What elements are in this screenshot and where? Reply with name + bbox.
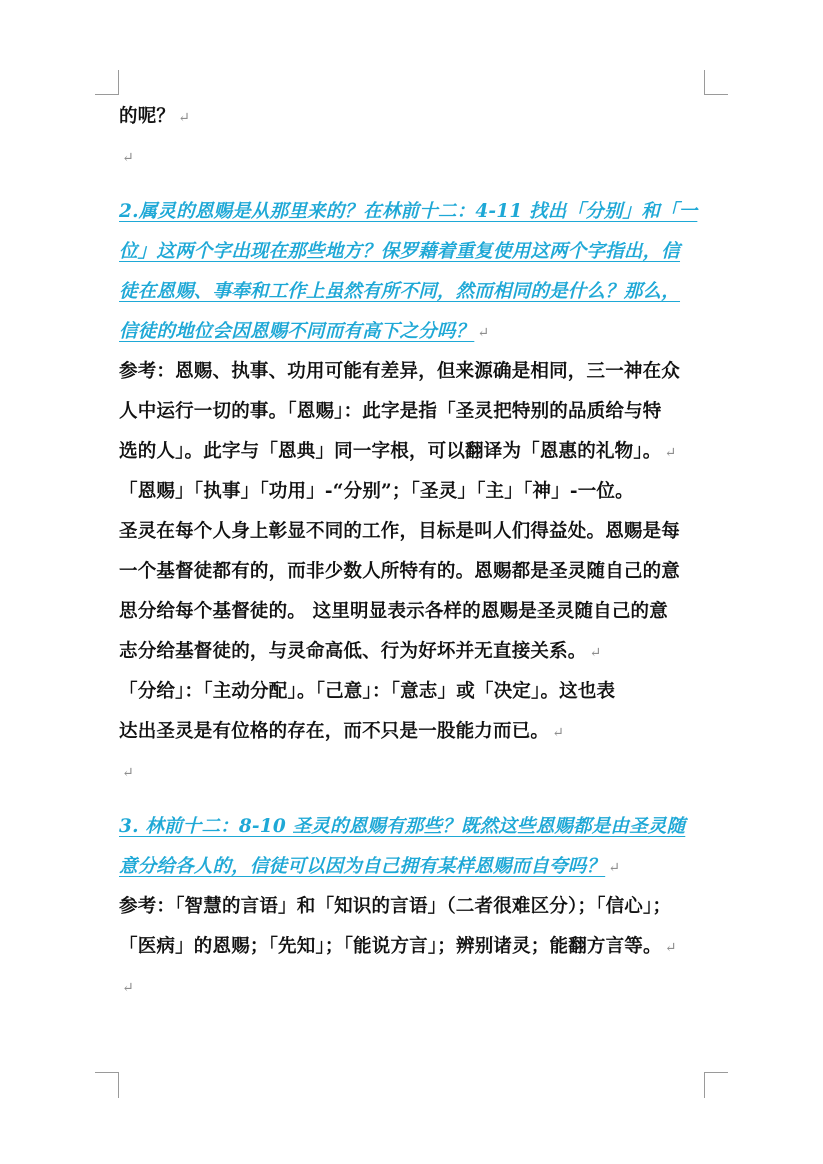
line-text: 信徒的地位会因恩赐不同而有高下之分吗？ (119, 321, 475, 342)
text-line (119, 632, 719, 672)
line-text: 3. 林前十二：8-10 圣灵的恩赐有那些？既然这些恩赐都是由圣灵随 (119, 816, 686, 837)
question-line (119, 232, 719, 272)
line-text: 参考：「智慧的言语」和「知识的言语」（二者很难区分）；「信心」； (119, 896, 672, 917)
paragraph-mark-icon: ↵ (178, 110, 191, 126)
line-text: 「恩赐」「执事」「功用」-“分别”；「圣灵」「主」「神」-一位。 (119, 481, 634, 502)
crop-mark-bottom-right-v (704, 1072, 705, 1098)
paragraph-mark-icon: ↵ (664, 940, 677, 956)
document-body[interactable] (119, 97, 719, 1007)
question-line (119, 807, 719, 847)
text-line (119, 392, 719, 432)
paragraph-mark-icon: ↵ (608, 860, 621, 876)
line-text: 圣灵在每个人身上彰显不同的工作，目标是叫人们得益处。恩赐是每 (119, 521, 681, 542)
text-line (119, 97, 719, 137)
text-line (119, 432, 719, 472)
crop-mark-bottom-left-v (118, 1072, 119, 1098)
line-text: 人中运行一切的事。「恩赐」：此字是指「圣灵把特别的品质给与特 (119, 401, 662, 422)
line-text: 一个基督徒都有的，而非少数人所特有的。恩赐都是圣灵随自己的意 (119, 561, 681, 582)
empty-line (119, 137, 719, 177)
line-text: 达出圣灵是有位格的存在，而不只是一股能力而已。 (119, 721, 550, 742)
question-line (119, 312, 719, 352)
empty-line (119, 967, 719, 1007)
line-text: 意分给各人的，信徒可以因为自己拥有某样恩赐而自夸吗？ (119, 856, 606, 877)
paragraph-mark-icon: ↵ (122, 150, 134, 166)
line-text: 位」这两个字出现在那些地方？保罗藉着重复使用这两个字指出，信 (119, 241, 681, 262)
crop-mark-top-right-h (704, 94, 728, 95)
line-text: 选的人」。此字与「恩典」同一字根，可以翻译为「恩惠的礼物」。 (119, 441, 662, 462)
text-line (119, 927, 719, 967)
crop-mark-top-left-h (95, 94, 119, 95)
paragraph-mark-icon: ↵ (552, 725, 565, 741)
spacer (119, 177, 719, 192)
spacer (119, 792, 719, 807)
line-text: 思分给每个基督徒的。 这里明显表示各样的恩赐是圣灵随自己的意 (119, 601, 668, 622)
crop-mark-top-left-v (118, 70, 119, 95)
empty-line (119, 752, 719, 792)
text-line (119, 552, 719, 592)
text-line (119, 672, 719, 712)
text-line (119, 712, 719, 752)
line-text: 「分给」：「主动分配」。「己意」：「意志」或「决定」。这也表 (119, 681, 616, 702)
text-line (119, 352, 719, 392)
question-line (119, 272, 719, 312)
line-text: 徒在恩赐、事奉和工作上虽然有所不同，然而相同的是什么？那么， (119, 281, 681, 302)
text-line (119, 887, 719, 927)
line-text: 「医病」的恩赐；「先知」；「能说方言」；辨别诸灵；能翻方言等。 (119, 936, 662, 957)
line-text: 的呢？ (119, 106, 176, 127)
crop-mark-top-right-v (704, 70, 705, 95)
text-line (119, 512, 719, 552)
text-line (119, 592, 719, 632)
line-text: 2.属灵的恩赐是从那里来的？在林前十二：4-11 找出「分别」和「一 (119, 201, 698, 222)
line-text: 参考：恩赐、执事、功用可能有差异，但来源确是相同，三一神在众 (119, 361, 681, 382)
paragraph-mark-icon: ↵ (664, 445, 677, 461)
crop-mark-bottom-right-h (704, 1072, 728, 1073)
paragraph-mark-icon: ↵ (122, 765, 134, 781)
crop-mark-bottom-left-h (95, 1072, 119, 1073)
paragraph-mark-icon: ↵ (477, 325, 490, 341)
question-line (119, 847, 719, 887)
text-line (119, 472, 719, 512)
paragraph-mark-icon: ↵ (122, 980, 134, 996)
question-line (119, 192, 719, 232)
paragraph-mark-icon: ↵ (589, 645, 602, 661)
line-text: 志分给基督徒的，与灵命高低、行为好坏并无直接关系。 (119, 641, 587, 662)
